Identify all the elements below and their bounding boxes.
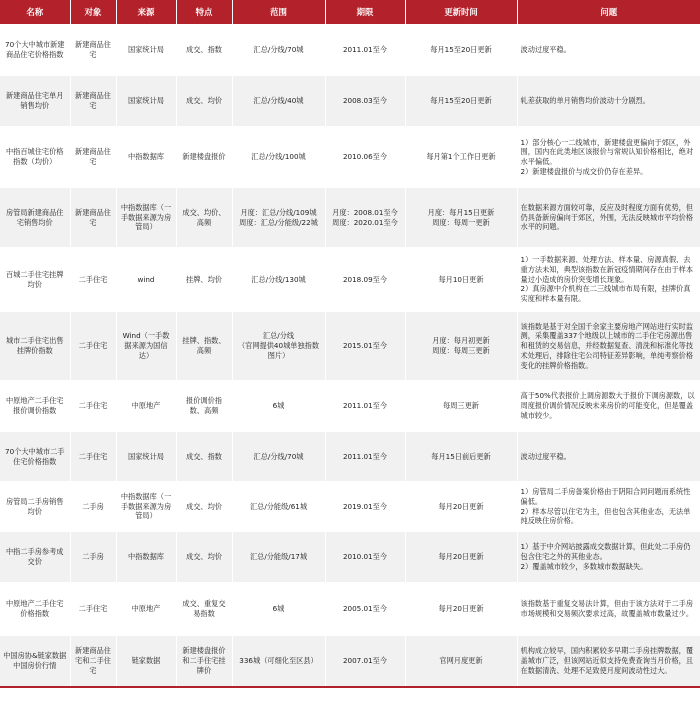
- cell-issue: 轧差获取的单月销售均价波动十分剧烈。: [517, 76, 700, 127]
- table-row: [0, 312, 700, 381]
- cell-period: 2018.09至今: [325, 248, 405, 312]
- cell-source: 国家统计局: [116, 432, 176, 482]
- table-row: [0, 188, 700, 248]
- cell-source: 中指数据库（一手数据来源为房管局）: [116, 188, 176, 248]
- cell-object: 二手住宅: [70, 312, 116, 381]
- table-row: [0, 532, 700, 583]
- cell-object: 二手住宅: [70, 381, 116, 432]
- cell-issue: 在数据来源方面较可靠，反应及时程度方面有优势，但仍具备新房偏向于郊区，外围，无法反映城市平均价格水平的问题。: [517, 188, 700, 248]
- cell-object: 二手房: [70, 482, 116, 532]
- cell-issue: 1）基于中介网站披露成交数据计算，但此处二手房仍包含住宅之外的其他业态。 2）覆盖城市较少，多数城市数据缺失。: [517, 532, 700, 583]
- cell-update-time: 月度：每月15日更新 周度：每周一更新: [405, 188, 517, 248]
- cell-scope: 汇总/分线/70城: [232, 432, 325, 482]
- cell-name: 中国房协&链家数据中国房价行情: [0, 636, 70, 688]
- cell-feature: 成交、均价: [176, 482, 232, 532]
- header-period: 期限: [325, 0, 405, 24]
- header-name: 名称: [0, 0, 70, 24]
- cell-issue: 机构成立较早，国内积累较多早期二手房挂牌数据，覆盖城市广泛，但该网站近似支持免费查询当月价格，且在数据清洗、处理不足致使月度间波动性过大。: [517, 636, 700, 688]
- cell-name: 百城二手住宅挂牌均价: [0, 248, 70, 312]
- cell-object: 二手房: [70, 532, 116, 583]
- cell-period: 2008.03至今: [325, 76, 405, 127]
- cell-feature: 挂牌、指数、高频: [176, 312, 232, 381]
- cell-period: 2019.01至今: [325, 482, 405, 532]
- cell-source: 国家统计局: [116, 76, 176, 127]
- table-row: [0, 127, 700, 188]
- cell-period: 2005.01至今: [325, 583, 405, 636]
- cell-period: 2011.01至今: [325, 432, 405, 482]
- cell-feature: 新建楼盘报价: [176, 127, 232, 188]
- cell-feature: 成交、均价、高频: [176, 188, 232, 248]
- cell-feature: 成交、指数: [176, 24, 232, 76]
- cell-feature: 成交、指数: [176, 432, 232, 482]
- cell-object: 新建商品住宅: [70, 188, 116, 248]
- table-row: [0, 76, 700, 127]
- header-object: 对象: [70, 0, 116, 24]
- cell-object: 新建商品住宅: [70, 127, 116, 188]
- cell-update-time: 月度：每月初更新 周度：每周三更新: [405, 312, 517, 381]
- cell-update-time: 每月20日更新: [405, 482, 517, 532]
- cell-feature: 挂牌、均价: [176, 248, 232, 312]
- table-row: [0, 248, 700, 312]
- cell-issue: 1）房管局二手房备案价格由于阴阳合同问题而系统性偏低。 2）样本尽管以住宅为主，但也包含其他业态，无法单纯反映住房价格。: [517, 482, 700, 532]
- cell-source: Wind（一手数据来源为国信达）: [116, 312, 176, 381]
- cell-feature: 报价调价指数、高频: [176, 381, 232, 432]
- cell-object: 新建商品住宅: [70, 24, 116, 76]
- table-row: [0, 482, 700, 532]
- table-row: [0, 583, 700, 636]
- cell-scope: 6城: [232, 583, 325, 636]
- cell-issue: 波动过度平稳。: [517, 24, 700, 76]
- cell-source: wind: [116, 248, 176, 312]
- cell-scope: 汇总/分线 （官网提供40城单独指数图片）: [232, 312, 325, 381]
- cell-name: 房管局二手房销售均价: [0, 482, 70, 532]
- cell-period: 2015.01至今: [325, 312, 405, 381]
- cell-period: 2007.01至今: [325, 636, 405, 688]
- cell-period: 2010.01至今: [325, 532, 405, 583]
- cell-feature: 成交、重复交易指数: [176, 583, 232, 636]
- cell-scope: 336城（可细化至区县）: [232, 636, 325, 688]
- cell-period: 2011.01至今: [325, 24, 405, 76]
- cell-source: 中指数据库: [116, 127, 176, 188]
- cell-issue: 该指数是基于对全国千余家主要房地产网站进行实时监测，采集覆盖337个地级以上城市的二手住宅房源出售和租赁的交易信息，并经数据复查、清洗和标准化等技术处理后，排除住宅公司特征差异影响，单纯考察价格变化的挂牌价格指数。: [517, 312, 700, 381]
- cell-scope: 月度：汇总/分线/109城 周度：汇总/分能级/22城: [232, 188, 325, 248]
- header-feature: 特点: [176, 0, 232, 24]
- cell-name: 中指二手房参考成交价: [0, 532, 70, 583]
- cell-update-time: 每月15至20日更新: [405, 76, 517, 127]
- cell-update-time: 每月10日更新: [405, 248, 517, 312]
- cell-issue: 高于50%代表报价上调房源数大于报价下调房源数，以周度报价调价情况反映未来房价的可能变化，但是覆盖城市较少。: [517, 381, 700, 432]
- cell-issue: 1）部分核心一二线城市，新建楼盘更偏向于郊区，外围，国内在此类地区该报价与常规认知价格相比，绝对水平偏低。 2）新建楼盘报价与成交价仍存在差异。: [517, 127, 700, 188]
- cell-feature: 成交、均价: [176, 76, 232, 127]
- header-issue: 问题: [517, 0, 700, 24]
- cell-scope: 汇总/分线/100城: [232, 127, 325, 188]
- cell-update-time: 每周三更新: [405, 381, 517, 432]
- cell-name: 70个大中城市新建商品住宅价格指数: [0, 24, 70, 76]
- cell-update-time: 官网月度更新: [405, 636, 517, 688]
- cell-name: 中指百城住宅价格指数（均价）: [0, 127, 70, 188]
- cell-source: 中原地产: [116, 583, 176, 636]
- cell-scope: 汇总/分线/40城: [232, 76, 325, 127]
- cell-name: 城市二手住宅出售挂牌价指数: [0, 312, 70, 381]
- cell-update-time: 每月15日前后更新: [405, 432, 517, 482]
- header-source: 来源: [116, 0, 176, 24]
- cell-object: 二手住宅: [70, 432, 116, 482]
- cell-update-time: 每月20日更新: [405, 583, 517, 636]
- cell-scope: 汇总/分线/70城: [232, 24, 325, 76]
- cell-name: 房管局新建商品住宅销售均价: [0, 188, 70, 248]
- table-body: [0, 24, 700, 687]
- cell-update-time: 每月20日更新: [405, 532, 517, 583]
- cell-object: 新建商品住宅和二手住宅: [70, 636, 116, 688]
- cell-update-time: 每月第1个工作日更新: [405, 127, 517, 188]
- cell-feature: 新建楼盘报价和二手住宅挂牌价: [176, 636, 232, 688]
- cell-object: 二手住宅: [70, 583, 116, 636]
- cell-source: 国家统计局: [116, 24, 176, 76]
- cell-source: 中指数据库: [116, 532, 176, 583]
- header-scope: 范围: [232, 0, 325, 24]
- cell-name: 中原地产二手住宅价格指数: [0, 583, 70, 636]
- cell-source: 中指数据库（一手数据来源为房管局）: [116, 482, 176, 532]
- cell-scope: 汇总/分能级/17城: [232, 532, 325, 583]
- cell-issue: 波动过度平稳。: [517, 432, 700, 482]
- header-row: [0, 0, 700, 24]
- cell-update-time: 每月15至20日更新: [405, 24, 517, 76]
- cell-scope: 汇总/分能级/61城: [232, 482, 325, 532]
- table-row: [0, 381, 700, 432]
- cell-feature: 成交、均价: [176, 532, 232, 583]
- table-row: [0, 24, 700, 76]
- cell-object: 新建商品住宅: [70, 76, 116, 127]
- cell-period: 月度：2008.01至今 周度：2020.01至今: [325, 188, 405, 248]
- cell-period: 2011.01至今: [325, 381, 405, 432]
- table-row: [0, 636, 700, 688]
- cell-issue: 该指数基于重复交易法计算，但由于该方法对于二手房市场规模和交易频次要求过高，故覆盖城市数量过少。: [517, 583, 700, 636]
- cell-source: 链家数据: [116, 636, 176, 688]
- cell-name: 新建商品住宅单月销售均价: [0, 76, 70, 127]
- cell-source: 中原地产: [116, 381, 176, 432]
- cell-object: 二手住宅: [70, 248, 116, 312]
- table-header: [0, 0, 700, 24]
- cell-issue: 1）一手数据来源、处理方法、样本量、房源真假、去重方法未知，典型该指数在新冠疫情期间存在由于样本量过小造成的房价突变增长现象。 2）真房源中介机构在二三线城市布局有限，挂牌价真实度和样本量有限。: [517, 248, 700, 312]
- cell-name: 70个大中城市二手住宅价格指数: [0, 432, 70, 482]
- table-row: [0, 432, 700, 482]
- cell-scope: 汇总/分线/130城: [232, 248, 325, 312]
- cell-name: 中原地产二手住宅报价调价指数: [0, 381, 70, 432]
- cell-period: 2010.06至今: [325, 127, 405, 188]
- header-update-time: 更新时间: [405, 0, 517, 24]
- cell-scope: 6城: [232, 381, 325, 432]
